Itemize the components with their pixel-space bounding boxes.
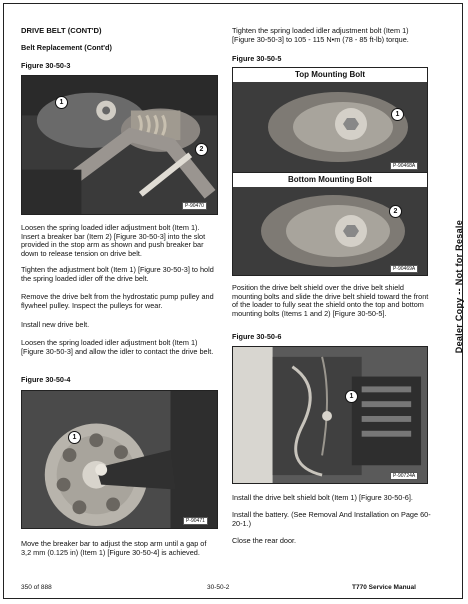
figure-30-50-6-photo — [232, 346, 428, 484]
figure-30-50-5-photo — [232, 67, 428, 276]
figure-title: Figure 30-50-4 — [21, 375, 71, 384]
paragraph: Tighten the adjustment bolt (Item 1) [Figure 30-50-3] to hold the spring loaded idler off the drive belt. — [21, 265, 214, 283]
page-count: 350 of 888 — [21, 584, 52, 591]
figure-title: Figure 30-50-3 — [21, 61, 71, 70]
paragraph: Close the rear door. — [232, 536, 297, 545]
callout-1: 1 — [345, 390, 358, 403]
figure-title: Figure 30-50-6 — [232, 332, 282, 341]
paragraph: Remove the drive belt from the hydrostatic pump pulley and flywheel pulley. Inspect the pulleys for wear. — [21, 292, 214, 310]
paragraph: Install the drive belt shield bolt (Item 1) [Figure 30-50-6]. — [232, 493, 413, 502]
page-id: 30-50-2 — [207, 584, 230, 591]
paragraph: Tighten the spring loaded idler adjustment bolt (Item 1) [Figure 30-50-3] to 105 - 115 N•m (78 - 85 ft-lb) torque. — [232, 26, 409, 44]
panel-title-top: Top Mounting Bolt — [233, 68, 427, 82]
dealer-copy-notice: Dealer Copy -- Not for Resale — [454, 220, 464, 354]
figure-30-50-3-photo — [21, 75, 218, 215]
section-heading: DRIVE BELT (CONT'D) — [21, 26, 102, 35]
photo-tag: P-90724A — [390, 472, 418, 480]
paragraph: Loosen the spring loaded idler adjustment bolt (Item 1) [Figure 30-50-3] and allow the idler to contact the drive belt. — [21, 338, 214, 356]
callout-1: 1 — [55, 96, 68, 109]
callout-1: 1 — [68, 431, 81, 444]
photo-tag: P-90469A — [390, 265, 418, 273]
callout-2: 2 — [195, 143, 208, 156]
callout-2: 2 — [389, 205, 402, 218]
figure-30-50-4-photo — [21, 390, 218, 529]
paragraph: Install new drive belt. — [21, 320, 90, 329]
bottom-bolt-photo — [233, 187, 427, 275]
photo-tag: P-90470 — [182, 202, 207, 210]
figure-title: Figure 30-50-5 — [232, 54, 282, 63]
paragraph: Move the breaker bar to adjust the stop arm until a gap of 3,2 mm (0.125 in) (Item 1) [Figure 30-50-4] is achieved. — [21, 539, 207, 557]
manual-title: T770 Service Manual — [352, 584, 416, 591]
subsection-heading: Belt Replacement (Cont'd) — [21, 43, 112, 52]
paragraph: Position the drive belt shield over the drive belt shield mounting bolts and slide the drive belt shield toward the front of the loader to fully seat the shield onto the top and bottom mounting bolts (Items 1 and 2) [Figure 30-50-5]. — [232, 283, 429, 318]
photo-tag: P-90468A — [390, 162, 418, 170]
top-bolt-photo — [233, 82, 427, 172]
photo-tag: P-90471 — [183, 517, 208, 525]
panel-title-bottom: Bottom Mounting Bolt — [233, 172, 427, 187]
paragraph: Loosen the spring loaded idler adjustment bolt (Item 1). Insert a breaker bar (Item 2) [Figure 30-50-3] into the slot provided in the stop arm as shown and push breaker bar down to release tension on drive belt. — [21, 223, 206, 258]
paragraph: Install the battery. (See Removal And Installation on Page 60-20-1.) — [232, 510, 431, 528]
callout-1: 1 — [391, 108, 404, 121]
